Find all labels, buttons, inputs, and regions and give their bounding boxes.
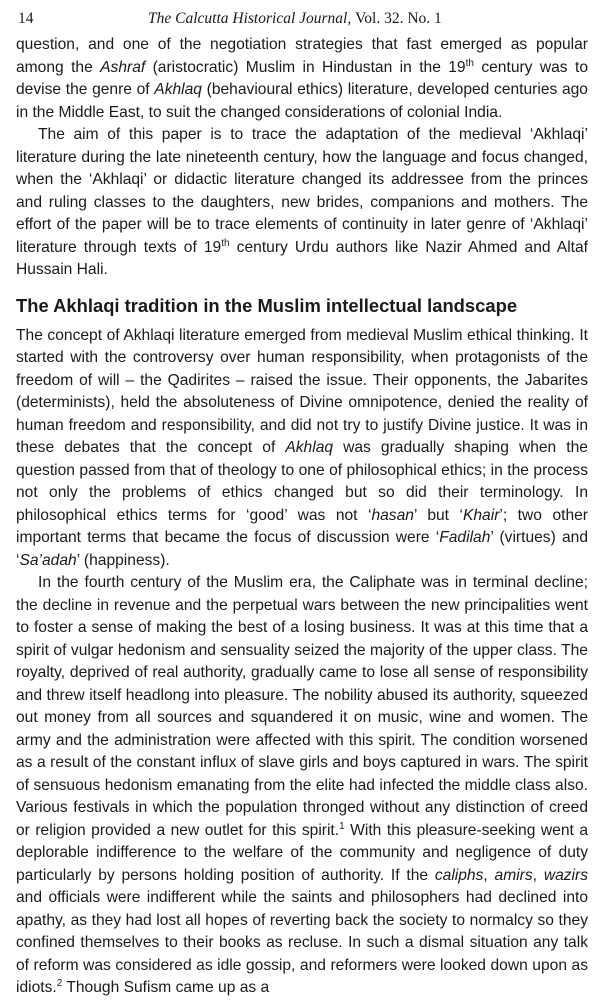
journal-title — [148, 10, 442, 28]
italic-term: Akhlaq — [154, 81, 202, 98]
italic-term: wazirs — [543, 866, 588, 884]
superscript: 2 — [56, 977, 63, 989]
superscript: 1 — [339, 820, 345, 832]
italic-term: Sa’adah — [19, 551, 77, 569]
page-number: 14 — [18, 10, 34, 27]
paragraph: The aim of this paper is to trace the adaptation of the medieval ‘Akhlaqi’ literature during the late nineteenth century, how the language and focus changed, when the ‘Akhlaqi’ or didactic literature changed its addressee from the princes and ruling classes to the daughters, new brides, companions and mothers. The effort of the paper will be to trace elements of continuity in later genre of ‘Akhlaqi’ literature through texts of 19th century Urdu authors like Nazir Ahmed and Altaf Hussain Hali. — [16, 126, 588, 278]
running-head — [16, 6, 588, 34]
italic-term: Ashraf — [100, 58, 146, 76]
journal-name: The Calcutta Historical Journal, — [148, 10, 352, 27]
paragraph: In the fourth century of the Muslim era, the Caliphate was in terminal decline; the decline in revenue and the perpetual wars between the new principalities went to foster a sense of making the best of a losing business. It was at this time that a spirit of vulgar hedonism and sensuality seized the majority of the upper class. The royalty, deprived of real authority, gradually came to lose all sense of responsibility and threw itself headlong into pleasure. The nobility abused its authority, squeezed out money from all sources and squandered it on music, wine and women. The army and the administration were affected with this spirit. The condition worsened as a result of the constant influx of slave girls and boys captured in wars. The spirit of sensuous hedonism emanating from the elite had infected the middle class also. Various festivals in which the population thronged without any distinction of creed or religion provided a new outlet for this spirit.$^1$ With this pleasure-seeking went a deplorable indifference to the welfare of the community and negligence of duty particularly by persons holding position of authority. If the caliphs, amirs, wazirs and officials were indifferent while the saints and philosophers had declined into apathy, as they had lost all hopes of reverting back the society to normalcy so they confined themselves to their books as recluse. In such a dismal situation any talk of reform was considered as idle gossip, and reformers were looked down upon as idiots.$^2$ Though Sufism came up as a — [16, 574, 588, 996]
journal-volume: Vol. 32. No. 1 — [355, 10, 442, 27]
italic-term: Khair — [462, 506, 500, 524]
journal-page — [16, 6, 588, 1000]
paragraph: question, and one of the negotiation strategies that fast emerged as popular among the Ashraf (aristocratic) Muslim in Hindustan in the 19th century was to devise the genre of Akhlaq (behavioural ethics) literature, developed centuries ago in the Middle East, to suit the changed considerations of colonial India. — [16, 36, 588, 121]
paragraph: The concept of Akhlaqi literature emerged from medieval Muslim ethical thinking. It started with the controversy over human responsibility, when protagonists of the freedom of will – the Qadirites – raised the issue. Their opponents, the Jabarites (determinists), held the absoluteness of Divine omnipotence, denied the reality of human freedom and responsibility, and did not try to justify Divine justice. It was in these debates that the concept of Akhlaq was gradually shaping when the question passed from that of theology to one of philosophical ethics; in the process not only the problems of ethics changed but so did their terminology. In philosophical ethics terms for ‘good’ was not ‘hasan’ but ‘Khair’; two other important terms that became the focus of discussion were ‘Fadilah’ (virtues) and ‘Sa’adah’ (happiness). — [16, 326, 588, 569]
superscript: th — [221, 237, 230, 249]
article-body — [16, 34, 588, 1000]
italic-term: caliphs — [434, 866, 484, 884]
superscript: th — [465, 57, 474, 69]
italic-term: amirs — [494, 866, 533, 884]
section-heading: The Akhlaqi tradition in the Muslim intellectual landscape — [16, 294, 518, 316]
italic-term: Fadilah — [439, 529, 491, 546]
italic-term: Akhlaq — [285, 439, 334, 456]
italic-term: hasan — [371, 506, 414, 524]
